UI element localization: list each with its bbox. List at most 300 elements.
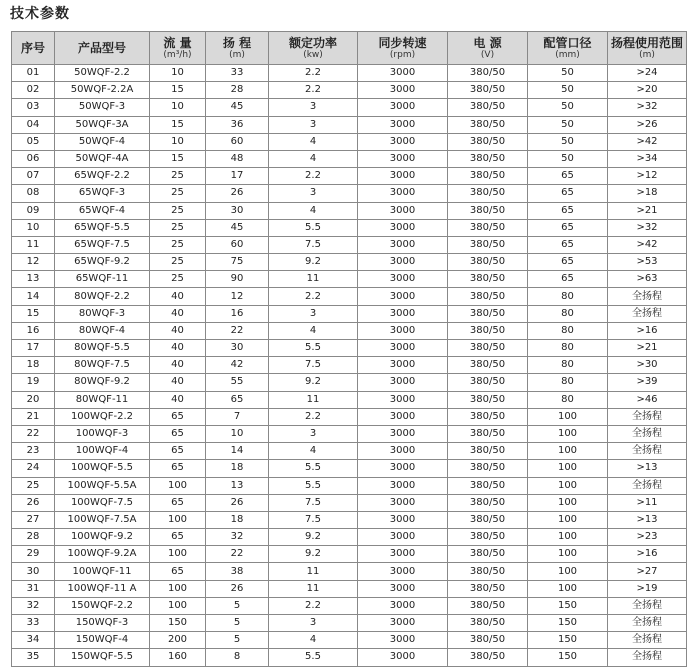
table-row	[12, 494, 687, 511]
table-row	[12, 632, 687, 649]
cell-power: 4	[269, 150, 358, 167]
cell-flow: 10	[150, 133, 206, 150]
table-row	[12, 65, 687, 82]
table-row	[12, 82, 687, 99]
cell-head-range: >30	[608, 357, 687, 374]
cell-model: 80WQF-5.5	[55, 340, 150, 357]
cell-model: 65WQF-4	[55, 202, 150, 219]
cell-head-range: >11	[608, 494, 687, 511]
table-row	[12, 391, 687, 408]
table-row	[12, 511, 687, 528]
column-header-power	[269, 32, 358, 65]
cell-head-range: >18	[608, 185, 687, 202]
cell-model: 80WQF-2.2	[55, 288, 150, 305]
cell-model: 80WQF-11	[55, 391, 150, 408]
cell-speed: 3000	[358, 133, 448, 150]
cell-head: 26	[206, 185, 269, 202]
cell-index: 35	[12, 649, 55, 666]
cell-model: 100WQF-4	[55, 443, 150, 460]
cell-pipe-diameter: 150	[528, 597, 608, 614]
cell-power: 11	[269, 580, 358, 597]
table-row	[12, 374, 687, 391]
cell-head: 45	[206, 99, 269, 116]
cell-head-range: 全扬程	[608, 425, 687, 442]
cell-pipe-diameter: 65	[528, 271, 608, 288]
cell-speed: 3000	[358, 322, 448, 339]
cell-flow: 65	[150, 408, 206, 425]
cell-flow: 25	[150, 185, 206, 202]
cell-power: 4	[269, 322, 358, 339]
cell-pipe-diameter: 100	[528, 494, 608, 511]
cell-pipe-diameter: 50	[528, 150, 608, 167]
cell-model: 150WQF-3	[55, 615, 150, 632]
cell-pipe-diameter: 100	[528, 408, 608, 425]
cell-head-range: >46	[608, 391, 687, 408]
cell-power: 9.2	[269, 374, 358, 391]
cell-power-supply: 380/50	[448, 150, 528, 167]
cell-power: 11	[269, 563, 358, 580]
cell-power-supply: 380/50	[448, 443, 528, 460]
cell-index: 09	[12, 202, 55, 219]
cell-pipe-diameter: 80	[528, 288, 608, 305]
cell-head: 30	[206, 340, 269, 357]
cell-power: 5.5	[269, 460, 358, 477]
table-row	[12, 580, 687, 597]
cell-pipe-diameter: 50	[528, 133, 608, 150]
cell-head-range: 全扬程	[608, 305, 687, 322]
table-row	[12, 477, 687, 494]
cell-flow: 65	[150, 529, 206, 546]
cell-head: 22	[206, 546, 269, 563]
cell-head: 16	[206, 305, 269, 322]
cell-power: 7.5	[269, 494, 358, 511]
table-row	[12, 408, 687, 425]
cell-power-supply: 380/50	[448, 529, 528, 546]
column-header-index	[12, 32, 55, 65]
cell-pipe-diameter: 100	[528, 580, 608, 597]
cell-model: 65WQF-9.2	[55, 254, 150, 271]
cell-head: 22	[206, 322, 269, 339]
cell-power: 7.5	[269, 236, 358, 253]
cell-head-range: >16	[608, 546, 687, 563]
cell-pipe-diameter: 65	[528, 185, 608, 202]
table-header-row	[12, 32, 687, 65]
cell-pipe-diameter: 65	[528, 202, 608, 219]
cell-speed: 3000	[358, 271, 448, 288]
cell-head: 38	[206, 563, 269, 580]
cell-index: 29	[12, 546, 55, 563]
cell-index: 11	[12, 236, 55, 253]
column-header-unit: (V)	[480, 49, 495, 60]
cell-flow: 25	[150, 271, 206, 288]
cell-power-supply: 380/50	[448, 236, 528, 253]
table-row	[12, 133, 687, 150]
column-header-unit: (m)	[229, 49, 245, 60]
cell-head: 26	[206, 494, 269, 511]
cell-power: 11	[269, 271, 358, 288]
cell-power-supply: 380/50	[448, 133, 528, 150]
cell-flow: 160	[150, 649, 206, 666]
cell-pipe-diameter: 150	[528, 632, 608, 649]
cell-power-supply: 380/50	[448, 391, 528, 408]
cell-head: 14	[206, 443, 269, 460]
cell-pipe-diameter: 80	[528, 357, 608, 374]
cell-head-range: 全扬程	[608, 649, 687, 666]
cell-flow: 15	[150, 116, 206, 133]
table-row	[12, 254, 687, 271]
cell-head: 28	[206, 82, 269, 99]
cell-pipe-diameter: 150	[528, 615, 608, 632]
cell-head-range: >21	[608, 340, 687, 357]
cell-speed: 3000	[358, 168, 448, 185]
cell-head-range: >19	[608, 580, 687, 597]
cell-head: 42	[206, 357, 269, 374]
column-header-label: 流 量	[163, 35, 192, 50]
cell-head: 5	[206, 597, 269, 614]
cell-power-supply: 380/50	[448, 99, 528, 116]
table-row	[12, 168, 687, 185]
cell-head: 33	[206, 65, 269, 82]
cell-power-supply: 380/50	[448, 185, 528, 202]
column-header-label: 扬程使用范围	[610, 35, 683, 50]
cell-flow: 25	[150, 219, 206, 236]
cell-head-range: >42	[608, 133, 687, 150]
cell-power: 7.5	[269, 511, 358, 528]
cell-index: 32	[12, 597, 55, 614]
cell-flow: 40	[150, 322, 206, 339]
column-header-unit: (rpm)	[389, 49, 416, 60]
cell-index: 20	[12, 391, 55, 408]
cell-head: 65	[206, 391, 269, 408]
cell-flow: 100	[150, 546, 206, 563]
cell-pipe-diameter: 65	[528, 219, 608, 236]
table-row	[12, 99, 687, 116]
column-header-unit: (m³/h)	[163, 49, 192, 60]
cell-head-range: >32	[608, 99, 687, 116]
column-header-speed	[358, 32, 448, 65]
cell-pipe-diameter: 80	[528, 322, 608, 339]
cell-speed: 3000	[358, 305, 448, 322]
table-row	[12, 529, 687, 546]
cell-model: 100WQF-9.2A	[55, 546, 150, 563]
cell-flow: 100	[150, 477, 206, 494]
cell-speed: 3000	[358, 116, 448, 133]
cell-flow: 150	[150, 615, 206, 632]
cell-flow: 40	[150, 357, 206, 374]
cell-flow: 100	[150, 580, 206, 597]
cell-model: 65WQF-3	[55, 185, 150, 202]
cell-speed: 3000	[358, 649, 448, 666]
cell-head: 60	[206, 236, 269, 253]
column-header-unit: (m)	[639, 49, 655, 60]
cell-power-supply: 380/50	[448, 219, 528, 236]
cell-index: 30	[12, 563, 55, 580]
cell-head-range: >23	[608, 529, 687, 546]
cell-model: 100WQF-3	[55, 425, 150, 442]
cell-power-supply: 380/50	[448, 477, 528, 494]
cell-speed: 3000	[358, 82, 448, 99]
cell-power: 9.2	[269, 546, 358, 563]
cell-model: 100WQF-7.5	[55, 494, 150, 511]
cell-speed: 3000	[358, 254, 448, 271]
cell-power-supply: 380/50	[448, 116, 528, 133]
cell-pipe-diameter: 65	[528, 168, 608, 185]
cell-pipe-diameter: 80	[528, 391, 608, 408]
column-header-label: 电 源	[473, 35, 502, 50]
cell-pipe-diameter: 50	[528, 99, 608, 116]
cell-power-supply: 380/50	[448, 271, 528, 288]
table-row	[12, 236, 687, 253]
cell-speed: 3000	[358, 288, 448, 305]
cell-model: 150WQF-4	[55, 632, 150, 649]
cell-power-supply: 380/50	[448, 322, 528, 339]
cell-index: 18	[12, 357, 55, 374]
cell-head-range: >20	[608, 82, 687, 99]
table-row	[12, 116, 687, 133]
column-header-power-supply	[448, 32, 528, 65]
cell-flow: 25	[150, 236, 206, 253]
cell-power: 4	[269, 632, 358, 649]
cell-index: 04	[12, 116, 55, 133]
cell-power-supply: 380/50	[448, 597, 528, 614]
cell-power: 5.5	[269, 477, 358, 494]
cell-model: 50WQF-4	[55, 133, 150, 150]
cell-speed: 3000	[358, 563, 448, 580]
cell-head-range: 全扬程	[608, 477, 687, 494]
table-body	[12, 65, 687, 667]
cell-flow: 25	[150, 202, 206, 219]
cell-index: 22	[12, 425, 55, 442]
cell-power-supply: 380/50	[448, 168, 528, 185]
column-header-head	[206, 32, 269, 65]
cell-head-range: >39	[608, 374, 687, 391]
cell-power-supply: 380/50	[448, 580, 528, 597]
cell-pipe-diameter: 50	[528, 116, 608, 133]
cell-power-supply: 380/50	[448, 460, 528, 477]
cell-power: 7.5	[269, 357, 358, 374]
cell-model: 50WQF-2.2A	[55, 82, 150, 99]
cell-model: 80WQF-7.5	[55, 357, 150, 374]
cell-head: 55	[206, 374, 269, 391]
column-header-head-range	[608, 32, 687, 65]
cell-model: 65WQF-11	[55, 271, 150, 288]
table-row	[12, 597, 687, 614]
cell-index: 05	[12, 133, 55, 150]
cell-head: 12	[206, 288, 269, 305]
table-row	[12, 322, 687, 339]
cell-head-range: >42	[608, 236, 687, 253]
cell-index: 12	[12, 254, 55, 271]
cell-model: 150WQF-2.2	[55, 597, 150, 614]
cell-speed: 3000	[358, 65, 448, 82]
cell-speed: 3000	[358, 529, 448, 546]
column-header-label: 同步转速	[378, 35, 427, 50]
cell-power-supply: 380/50	[448, 546, 528, 563]
cell-pipe-diameter: 100	[528, 460, 608, 477]
column-header-unit: (kw)	[303, 49, 323, 60]
cell-flow: 15	[150, 82, 206, 99]
cell-index: 15	[12, 305, 55, 322]
cell-head-range: 全扬程	[608, 632, 687, 649]
cell-power-supply: 380/50	[448, 65, 528, 82]
column-header-label: 额定功率	[288, 35, 337, 50]
cell-power: 5.5	[269, 649, 358, 666]
cell-pipe-diameter: 100	[528, 511, 608, 528]
column-header-label: 产品型号	[77, 40, 126, 55]
cell-flow: 65	[150, 443, 206, 460]
cell-power-supply: 380/50	[448, 632, 528, 649]
cell-head-range: >12	[608, 168, 687, 185]
cell-speed: 3000	[358, 374, 448, 391]
cell-power: 9.2	[269, 529, 358, 546]
cell-speed: 3000	[358, 391, 448, 408]
cell-model: 50WQF-3	[55, 99, 150, 116]
cell-model: 100WQF-11 A	[55, 580, 150, 597]
cell-power: 2.2	[269, 82, 358, 99]
cell-power-supply: 380/50	[448, 563, 528, 580]
cell-head: 60	[206, 133, 269, 150]
cell-index: 26	[12, 494, 55, 511]
cell-flow: 40	[150, 391, 206, 408]
cell-speed: 3000	[358, 340, 448, 357]
cell-flow: 100	[150, 511, 206, 528]
cell-pipe-diameter: 80	[528, 305, 608, 322]
cell-power: 4	[269, 202, 358, 219]
cell-power-supply: 380/50	[448, 425, 528, 442]
cell-flow: 40	[150, 374, 206, 391]
cell-flow: 100	[150, 597, 206, 614]
cell-head-range: >21	[608, 202, 687, 219]
cell-speed: 3000	[358, 460, 448, 477]
cell-power: 3	[269, 116, 358, 133]
cell-index: 02	[12, 82, 55, 99]
cell-head-range: 全扬程	[608, 288, 687, 305]
cell-power-supply: 380/50	[448, 254, 528, 271]
cell-flow: 200	[150, 632, 206, 649]
cell-speed: 3000	[358, 632, 448, 649]
cell-index: 06	[12, 150, 55, 167]
cell-pipe-diameter: 80	[528, 374, 608, 391]
cell-index: 31	[12, 580, 55, 597]
table-row	[12, 615, 687, 632]
cell-head: 48	[206, 150, 269, 167]
cell-power-supply: 380/50	[448, 357, 528, 374]
cell-flow: 15	[150, 150, 206, 167]
cell-head-range: 全扬程	[608, 597, 687, 614]
table-row	[12, 649, 687, 666]
cell-head-range: >26	[608, 116, 687, 133]
column-header-pipe-diameter	[528, 32, 608, 65]
table-row	[12, 185, 687, 202]
cell-power: 2.2	[269, 65, 358, 82]
cell-model: 100WQF-11	[55, 563, 150, 580]
cell-head: 45	[206, 219, 269, 236]
cell-power-supply: 380/50	[448, 408, 528, 425]
cell-pipe-diameter: 100	[528, 443, 608, 460]
cell-flow: 40	[150, 288, 206, 305]
cell-model: 100WQF-5.5A	[55, 477, 150, 494]
cell-head: 13	[206, 477, 269, 494]
cell-power: 4	[269, 443, 358, 460]
cell-head: 8	[206, 649, 269, 666]
cell-model: 80WQF-3	[55, 305, 150, 322]
cell-power: 5.5	[269, 219, 358, 236]
cell-index: 27	[12, 511, 55, 528]
cell-power-supply: 380/50	[448, 494, 528, 511]
cell-speed: 3000	[358, 357, 448, 374]
cell-speed: 3000	[358, 219, 448, 236]
cell-head: 7	[206, 408, 269, 425]
column-header-label: 扬 程	[222, 35, 252, 50]
cell-index: 28	[12, 529, 55, 546]
cell-speed: 3000	[358, 150, 448, 167]
cell-head: 26	[206, 580, 269, 597]
cell-power: 3	[269, 185, 358, 202]
table-row	[12, 425, 687, 442]
cell-flow: 65	[150, 460, 206, 477]
cell-power-supply: 380/50	[448, 202, 528, 219]
cell-head-range: >24	[608, 65, 687, 82]
cell-index: 16	[12, 322, 55, 339]
cell-index: 21	[12, 408, 55, 425]
cell-pipe-diameter: 100	[528, 425, 608, 442]
cell-head: 30	[206, 202, 269, 219]
cell-pipe-diameter: 100	[528, 529, 608, 546]
cell-pipe-diameter: 100	[528, 563, 608, 580]
cell-speed: 3000	[358, 597, 448, 614]
cell-index: 10	[12, 219, 55, 236]
cell-head: 36	[206, 116, 269, 133]
table-row	[12, 219, 687, 236]
cell-speed: 3000	[358, 580, 448, 597]
cell-flow: 40	[150, 340, 206, 357]
cell-flow: 10	[150, 99, 206, 116]
cell-power: 9.2	[269, 254, 358, 271]
cell-index: 17	[12, 340, 55, 357]
table-row	[12, 288, 687, 305]
cell-speed: 3000	[358, 477, 448, 494]
column-header-unit: (mm)	[555, 49, 580, 60]
table-row	[12, 150, 687, 167]
cell-head: 5	[206, 615, 269, 632]
cell-power: 2.2	[269, 408, 358, 425]
cell-head: 90	[206, 271, 269, 288]
cell-head-range: >63	[608, 271, 687, 288]
cell-power: 3	[269, 425, 358, 442]
cell-index: 34	[12, 632, 55, 649]
cell-index: 24	[12, 460, 55, 477]
cell-head: 18	[206, 460, 269, 477]
cell-speed: 3000	[358, 408, 448, 425]
cell-speed: 3000	[358, 425, 448, 442]
cell-power: 3	[269, 305, 358, 322]
cell-head: 32	[206, 529, 269, 546]
cell-power-supply: 380/50	[448, 305, 528, 322]
column-header-flow	[150, 32, 206, 65]
cell-model: 65WQF-2.2	[55, 168, 150, 185]
cell-index: 23	[12, 443, 55, 460]
cell-index: 14	[12, 288, 55, 305]
cell-flow: 25	[150, 254, 206, 271]
cell-power-supply: 380/50	[448, 340, 528, 357]
table-row	[12, 202, 687, 219]
cell-head: 75	[206, 254, 269, 271]
cell-flow: 25	[150, 168, 206, 185]
cell-power: 4	[269, 133, 358, 150]
cell-index: 25	[12, 477, 55, 494]
cell-speed: 3000	[358, 511, 448, 528]
cell-head: 10	[206, 425, 269, 442]
